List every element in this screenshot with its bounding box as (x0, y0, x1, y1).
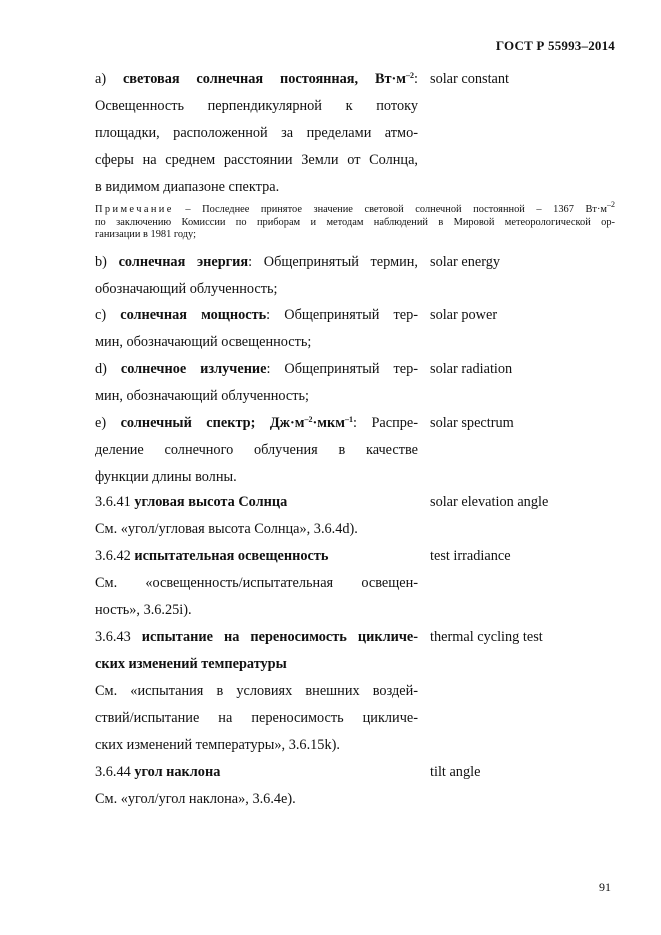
definition-line: функции длины волны. (95, 469, 237, 485)
english-term: solar spectrum (430, 415, 514, 431)
definition-line: в видимом диапазоне спектра. (95, 179, 280, 195)
definition-line: мин, обозначающий облученность; (95, 388, 310, 404)
entry-term: световая солнечная постоянная, $Вт\cdot м^{-2}$ (122, 71, 415, 87)
entry-a-term-line: a) световая солнечная постоянная, $Вт\cdot м^{-2}$: (95, 71, 418, 87)
english-term: test irradiance (430, 548, 511, 564)
english-term: solar energy (430, 254, 501, 270)
english-term: solar constant (430, 71, 510, 87)
english-term: thermal cycling test (430, 629, 543, 645)
english-term: tilt angle (430, 764, 481, 780)
entry-a-definition (95, 66, 418, 201)
note-line: по заключению Комиссии по приборам и методам наблюдений в Мировой метеорологической ор- (95, 216, 615, 228)
english-term: solar power (430, 307, 498, 323)
note-line: Примечание – Последнее принятое значение световой солнечной постоянной – 1367 $Вт\cdot м^{-2}$ (95, 200, 615, 215)
section-heading: 3.6.44 угол наклона (95, 764, 221, 780)
definition-line: мин, обозначающий освещенность; (95, 334, 312, 350)
cross-reference: См. «угол/угловая высота Солнца», 3.6.4d). (95, 521, 358, 537)
section-heading: 3.6.43 испытание на переносимость цикличе- (95, 629, 419, 645)
cross-reference: См. «освещенность/испытательная освещен- (95, 575, 418, 591)
entry-c-definition (95, 302, 418, 356)
entry-term: солнечная энергия (118, 254, 249, 270)
definition-line: обозначающий облученность; (95, 281, 278, 297)
entry-term-line: d) солнечное излучение: Общепринятый тер- (95, 361, 419, 377)
english-term: solar elevation angle (430, 494, 549, 510)
definition-line: деление солнечного облучения в качестве (95, 442, 418, 458)
document-header: ГОСТ Р 55993–2014 (495, 38, 615, 53)
entry-d-definition (95, 356, 418, 410)
section-heading-cont: ских изменений температуры (95, 656, 287, 672)
cross-reference: ствий/испытание на переносимость цикличе- (95, 710, 418, 726)
section-3-6-42 (95, 543, 418, 624)
entry-term: солнечный спектр; $Дж\cdot м^{-2}\cdot мкм^{-1}$ (120, 415, 354, 431)
section-3-6-41 (95, 489, 418, 543)
entry-term-line: c) солнечная мощность: Общепринятый тер- (95, 307, 418, 323)
entry-term-line: b) солнечная энергия: Общепринятый термин, (95, 254, 418, 270)
page-number: 91 (599, 880, 611, 894)
cross-reference: ских изменений температуры», 3.6.15k). (95, 737, 340, 753)
entry-e-definition (95, 410, 418, 491)
definition-line: Освещенность перпендикулярной к потоку (95, 98, 418, 114)
note-label: Примечание (95, 204, 174, 215)
section-3-6-43 (95, 624, 418, 759)
cross-reference: См. «испытания в условиях внешних воздей- (95, 683, 418, 699)
section-heading: 3.6.42 испытательная освещенность (95, 548, 329, 564)
entry-prefix: a) (95, 71, 107, 87)
entry-term: солнечное излучение (120, 361, 267, 377)
english-term: solar radiation (430, 361, 513, 377)
section-3-6-44 (95, 759, 418, 813)
note-block (95, 200, 615, 242)
cross-reference: См. «угол/угол наклона», 3.6.4e). (95, 791, 296, 807)
entry-term-line: e) солнечный спектр; $Дж\cdot м^{-2}\cdot мкм^{-1}$: Распре- (95, 415, 418, 431)
section-heading: 3.6.41 угловая высота Солнца (95, 494, 288, 510)
definition-line: площадки, расположенной за пределами атмо- (95, 125, 418, 141)
cross-reference: ность», 3.6.25i). (95, 602, 192, 618)
entry-term: солнечная мощность (120, 307, 267, 323)
note-line: ганизации в 1981 году; (95, 229, 197, 240)
definition-line: сферы на среднем расстоянии Земли от Солнца, (95, 152, 418, 168)
entry-b-definition (95, 249, 418, 303)
